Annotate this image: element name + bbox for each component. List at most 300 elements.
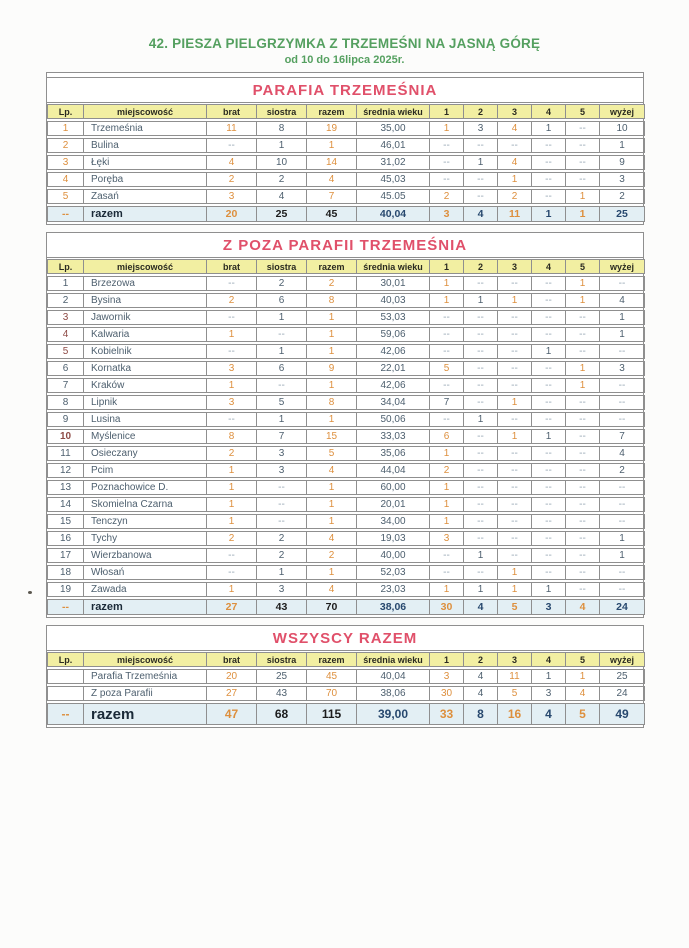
value-cell: -- <box>566 497 600 512</box>
column-header: 4 <box>532 259 566 274</box>
total-value-cell: 43 <box>257 599 307 615</box>
total-value-cell: 16 <box>498 703 532 725</box>
lp-cell: -- <box>47 599 84 615</box>
total-value-cell: 5 <box>498 599 532 615</box>
column-header: 5 <box>566 104 600 119</box>
value-cell: 2 <box>207 531 257 546</box>
value-cell: -- <box>566 138 600 153</box>
value-cell: 35,00 <box>357 121 430 136</box>
lp-cell: 13 <box>47 480 84 495</box>
value-cell: 3 <box>207 361 257 376</box>
value-cell: 4 <box>307 463 357 478</box>
column-header: razem <box>307 104 357 119</box>
value-cell: 3 <box>464 121 498 136</box>
column-header: 4 <box>532 652 566 667</box>
value-cell: 1 <box>600 548 645 563</box>
lp-cell: 11 <box>47 446 84 461</box>
value-cell: 53,03 <box>357 310 430 325</box>
value-cell: -- <box>532 463 566 478</box>
value-cell: -- <box>464 514 498 529</box>
miejscowosc-cell: Tenczyn <box>84 514 207 529</box>
value-cell: -- <box>464 138 498 153</box>
column-header: 2 <box>464 259 498 274</box>
value-cell: 1 <box>498 429 532 444</box>
table-row <box>47 189 645 204</box>
total-value-cell: 11 <box>498 206 532 222</box>
value-cell: -- <box>498 446 532 461</box>
value-cell: 19,03 <box>357 531 430 546</box>
table-row <box>47 582 645 597</box>
miejscowosc-cell: Bysina <box>84 293 207 308</box>
value-cell: -- <box>464 378 498 393</box>
value-cell: -- <box>600 344 645 359</box>
table-row <box>47 310 645 325</box>
header-row <box>47 652 645 667</box>
column-header: 5 <box>566 259 600 274</box>
value-cell: 3 <box>430 669 464 684</box>
miejscowosc-cell: Lipnik <box>84 395 207 410</box>
value-cell: 1 <box>532 582 566 597</box>
table-row <box>47 497 645 512</box>
miejscowosc-cell: Trzemeśnia <box>84 121 207 136</box>
total-value-cell: 45 <box>307 206 357 222</box>
value-cell: -- <box>498 361 532 376</box>
data-table <box>47 102 645 224</box>
lp-cell: 2 <box>47 138 84 153</box>
value-cell: -- <box>430 412 464 427</box>
header-row <box>47 259 645 274</box>
lp-cell: 8 <box>47 395 84 410</box>
value-cell: 34,04 <box>357 395 430 410</box>
value-cell: 70 <box>307 686 357 701</box>
value-cell: -- <box>532 531 566 546</box>
value-cell: 1 <box>430 582 464 597</box>
section-title: Z POZA PARAFII TRZEMEŚNIA <box>47 233 643 258</box>
value-cell: 1 <box>207 480 257 495</box>
section-parafia-trzemesnia <box>46 72 644 225</box>
total-value-cell: 4 <box>464 599 498 615</box>
value-cell: 6 <box>257 293 307 308</box>
lp-cell: 15 <box>47 514 84 529</box>
section-title: PARAFIA TRZEMEŚNIA <box>47 78 643 103</box>
value-cell: -- <box>207 276 257 291</box>
table-row <box>47 669 645 684</box>
value-cell: 1 <box>430 514 464 529</box>
value-cell: 4 <box>498 121 532 136</box>
value-cell: 1 <box>307 412 357 427</box>
value-cell: 1 <box>307 138 357 153</box>
value-cell: 1 <box>207 378 257 393</box>
value-cell: 1 <box>257 310 307 325</box>
table-row <box>47 327 645 342</box>
value-cell: 1 <box>566 276 600 291</box>
value-cell: 45.05 <box>357 189 430 204</box>
value-cell: 1 <box>464 582 498 597</box>
value-cell: 4 <box>600 293 645 308</box>
column-header: 3 <box>498 652 532 667</box>
table-row <box>47 276 645 291</box>
value-cell: 2 <box>600 189 645 204</box>
value-cell: 10 <box>600 121 645 136</box>
value-cell: 19 <box>307 121 357 136</box>
value-cell: -- <box>464 310 498 325</box>
value-cell: -- <box>464 395 498 410</box>
value-cell: 1 <box>307 344 357 359</box>
value-cell: 4 <box>464 669 498 684</box>
miejscowosc-cell: Pcim <box>84 463 207 478</box>
value-cell: -- <box>257 497 307 512</box>
value-cell: -- <box>207 548 257 563</box>
value-cell: -- <box>532 361 566 376</box>
lp-cell: 5 <box>47 344 84 359</box>
value-cell: 1 <box>307 310 357 325</box>
value-cell: -- <box>532 480 566 495</box>
value-cell: -- <box>566 582 600 597</box>
total-value-cell: 40,04 <box>357 206 430 222</box>
value-cell: -- <box>566 327 600 342</box>
section-z-poza-parafii <box>46 232 644 618</box>
value-cell: 1 <box>498 565 532 580</box>
miejscowosc-cell: Kornatka <box>84 361 207 376</box>
miejscowosc-cell: Brzezowa <box>84 276 207 291</box>
value-cell: -- <box>566 514 600 529</box>
value-cell: -- <box>566 480 600 495</box>
value-cell: 1 <box>566 378 600 393</box>
value-cell: 1 <box>430 293 464 308</box>
column-header: miejscowość <box>84 259 207 274</box>
column-header: siostra <box>257 652 307 667</box>
column-header: średnia wieku <box>357 259 430 274</box>
value-cell: -- <box>464 480 498 495</box>
value-cell: 1 <box>207 327 257 342</box>
table-row <box>47 412 645 427</box>
value-cell: -- <box>498 514 532 529</box>
value-cell: -- <box>464 429 498 444</box>
value-cell: -- <box>532 155 566 170</box>
value-cell: 3 <box>430 531 464 546</box>
value-cell: 42,06 <box>357 344 430 359</box>
value-cell: 1 <box>430 121 464 136</box>
total-value-cell: 70 <box>307 599 357 615</box>
value-cell: 3 <box>257 582 307 597</box>
value-cell: 8 <box>307 293 357 308</box>
column-header: 4 <box>532 104 566 119</box>
lp-cell: -- <box>47 206 84 222</box>
header-row <box>47 104 645 119</box>
value-cell: -- <box>430 565 464 580</box>
total-value-cell: 30 <box>430 599 464 615</box>
value-cell: -- <box>207 412 257 427</box>
value-cell: 1 <box>207 582 257 597</box>
column-header: brat <box>207 104 257 119</box>
value-cell: 2 <box>498 189 532 204</box>
value-cell: -- <box>532 172 566 187</box>
value-cell: 7 <box>430 395 464 410</box>
value-cell: 1 <box>498 395 532 410</box>
value-cell: -- <box>257 514 307 529</box>
miejscowosc-cell: Włosań <box>84 565 207 580</box>
value-cell: 2 <box>207 172 257 187</box>
miejscowosc-cell: Kobielnik <box>84 344 207 359</box>
table-row <box>47 429 645 444</box>
column-header: 2 <box>464 652 498 667</box>
column-header: brat <box>207 259 257 274</box>
lp-cell: 2 <box>47 293 84 308</box>
value-cell: -- <box>430 155 464 170</box>
lp-cell: 4 <box>47 327 84 342</box>
value-cell: 1 <box>532 121 566 136</box>
table-row <box>47 480 645 495</box>
value-cell: 23,03 <box>357 582 430 597</box>
column-header: średnia wieku <box>357 652 430 667</box>
value-cell: -- <box>498 327 532 342</box>
value-cell: 2 <box>430 463 464 478</box>
value-cell: -- <box>464 189 498 204</box>
value-cell: -- <box>430 138 464 153</box>
value-cell: -- <box>566 565 600 580</box>
table-row <box>47 172 645 187</box>
value-cell: 45 <box>307 669 357 684</box>
value-cell: 2 <box>307 548 357 563</box>
value-cell: -- <box>566 121 600 136</box>
column-header: średnia wieku <box>357 104 430 119</box>
value-cell: 11 <box>207 121 257 136</box>
data-table <box>47 650 645 727</box>
value-cell: -- <box>207 565 257 580</box>
value-cell: 4 <box>307 172 357 187</box>
value-cell: -- <box>566 412 600 427</box>
miejscowosc-cell: Parafia Trzemeśnia <box>84 669 207 684</box>
value-cell: 1 <box>498 293 532 308</box>
value-cell: 1 <box>307 565 357 580</box>
value-cell: -- <box>430 378 464 393</box>
lp-cell <box>47 686 84 701</box>
value-cell: 1 <box>566 189 600 204</box>
total-value-cell: 4 <box>566 599 600 615</box>
total-value-cell: 47 <box>207 703 257 725</box>
value-cell: 4 <box>207 155 257 170</box>
value-cell: 24 <box>600 686 645 701</box>
total-value-cell: 33 <box>430 703 464 725</box>
miejscowosc-cell: Poręba <box>84 172 207 187</box>
column-header: siostra <box>257 104 307 119</box>
value-cell: 1 <box>498 172 532 187</box>
value-cell: -- <box>464 344 498 359</box>
value-cell: -- <box>600 276 645 291</box>
value-cell: -- <box>464 565 498 580</box>
total-value-cell: 20 <box>207 206 257 222</box>
miejscowosc-cell: Skomielna Czarna <box>84 497 207 512</box>
section-title: WSZYSCY RAZEM <box>47 626 643 651</box>
value-cell: -- <box>464 361 498 376</box>
value-cell: 6 <box>257 361 307 376</box>
value-cell: -- <box>532 548 566 563</box>
column-header: miejscowość <box>84 104 207 119</box>
value-cell: -- <box>464 497 498 512</box>
value-cell: 1 <box>207 463 257 478</box>
value-cell: 3 <box>600 172 645 187</box>
lp-cell: 17 <box>47 548 84 563</box>
value-cell: -- <box>600 514 645 529</box>
value-cell: 1 <box>498 582 532 597</box>
lp-cell: 7 <box>47 378 84 393</box>
tables-area <box>46 72 644 735</box>
value-cell: 52,03 <box>357 565 430 580</box>
value-cell: 44,04 <box>357 463 430 478</box>
column-header: Lp. <box>47 104 84 119</box>
value-cell: 9 <box>307 361 357 376</box>
total-value-cell: 24 <box>600 599 645 615</box>
total-value-cell: 4 <box>464 206 498 222</box>
value-cell: -- <box>566 531 600 546</box>
value-cell: 2 <box>257 548 307 563</box>
lp-cell: -- <box>47 703 84 725</box>
value-cell: -- <box>532 327 566 342</box>
value-cell: 33,03 <box>357 429 430 444</box>
value-cell: 31,02 <box>357 155 430 170</box>
lp-cell: 18 <box>47 565 84 580</box>
value-cell: 22,01 <box>357 361 430 376</box>
total-value-cell: 25 <box>257 206 307 222</box>
total-value-cell: 39,00 <box>357 703 430 725</box>
lp-cell: 5 <box>47 189 84 204</box>
value-cell: 5 <box>307 446 357 461</box>
value-cell: -- <box>498 531 532 546</box>
column-header: Lp. <box>47 652 84 667</box>
value-cell: 2 <box>257 531 307 546</box>
value-cell: -- <box>532 497 566 512</box>
value-cell: -- <box>566 344 600 359</box>
lp-cell: 16 <box>47 531 84 546</box>
total-value-cell: 25 <box>600 206 645 222</box>
value-cell: 3 <box>257 463 307 478</box>
total-value-cell: 38,06 <box>357 599 430 615</box>
miejscowosc-cell: Jawornik <box>84 310 207 325</box>
lp-cell: 19 <box>47 582 84 597</box>
value-cell: 1 <box>257 565 307 580</box>
value-cell: -- <box>498 310 532 325</box>
column-header: Lp. <box>47 259 84 274</box>
column-header: 3 <box>498 104 532 119</box>
value-cell: 8 <box>207 429 257 444</box>
razem-label: razem <box>84 599 207 615</box>
value-cell: 7 <box>257 429 307 444</box>
value-cell: 4 <box>566 686 600 701</box>
value-cell: 46,01 <box>357 138 430 153</box>
razem-label: razem <box>84 703 207 725</box>
lp-cell: 10 <box>47 429 84 444</box>
total-value-cell: 68 <box>257 703 307 725</box>
value-cell: -- <box>566 463 600 478</box>
data-table <box>47 257 645 617</box>
value-cell: 25 <box>600 669 645 684</box>
total-value-cell: 3 <box>532 599 566 615</box>
value-cell: -- <box>464 172 498 187</box>
total-row <box>47 599 645 615</box>
table-row <box>47 531 645 546</box>
column-header: miejscowość <box>84 652 207 667</box>
value-cell: 42,06 <box>357 378 430 393</box>
value-cell: 15 <box>307 429 357 444</box>
value-cell: 40,03 <box>357 293 430 308</box>
value-cell: 14 <box>307 155 357 170</box>
value-cell: 1 <box>307 327 357 342</box>
value-cell: 2 <box>600 463 645 478</box>
value-cell: -- <box>498 480 532 495</box>
value-cell: -- <box>600 497 645 512</box>
value-cell: 30 <box>430 686 464 701</box>
value-cell: 1 <box>207 514 257 529</box>
miejscowosc-cell: Kraków <box>84 378 207 393</box>
value-cell: -- <box>566 429 600 444</box>
value-cell: 1 <box>600 138 645 153</box>
value-cell: 3 <box>257 446 307 461</box>
value-cell: -- <box>600 395 645 410</box>
value-cell: -- <box>532 138 566 153</box>
value-cell: -- <box>498 378 532 393</box>
value-cell: 4 <box>307 531 357 546</box>
value-cell: -- <box>566 446 600 461</box>
table-row <box>47 446 645 461</box>
value-cell: -- <box>498 344 532 359</box>
lp-cell: 6 <box>47 361 84 376</box>
value-cell: 1 <box>566 361 600 376</box>
value-cell: 2 <box>307 276 357 291</box>
value-cell: 1 <box>430 276 464 291</box>
value-cell: 1 <box>430 497 464 512</box>
total-value-cell: 1 <box>566 206 600 222</box>
total-value-cell: 1 <box>532 206 566 222</box>
miejscowosc-cell: Zawada <box>84 582 207 597</box>
value-cell: -- <box>532 378 566 393</box>
total-value-cell: 3 <box>430 206 464 222</box>
razem-label: razem <box>84 206 207 222</box>
value-cell: 9 <box>600 155 645 170</box>
value-cell: -- <box>498 412 532 427</box>
lp-cell: 12 <box>47 463 84 478</box>
value-cell: 1 <box>430 480 464 495</box>
value-cell: 3 <box>600 361 645 376</box>
value-cell: 1 <box>464 548 498 563</box>
value-cell: -- <box>257 327 307 342</box>
value-cell: 50,06 <box>357 412 430 427</box>
value-cell: -- <box>532 412 566 427</box>
value-cell: 34,00 <box>357 514 430 529</box>
value-cell: 3 <box>207 395 257 410</box>
value-cell: 1 <box>464 155 498 170</box>
value-cell: -- <box>600 480 645 495</box>
value-cell: 4 <box>464 686 498 701</box>
column-header: 2 <box>464 104 498 119</box>
total-row <box>47 703 645 725</box>
value-cell: -- <box>498 463 532 478</box>
miejscowosc-cell: Zasań <box>84 189 207 204</box>
value-cell: 1 <box>430 446 464 461</box>
value-cell: 1 <box>307 378 357 393</box>
page-subtitle: od 10 do 16lipca 2025r. <box>284 54 405 66</box>
scan-speck <box>28 591 32 594</box>
value-cell: -- <box>257 480 307 495</box>
value-cell: 8 <box>257 121 307 136</box>
value-cell: 1 <box>464 412 498 427</box>
value-cell: 2 <box>257 276 307 291</box>
value-cell: 40,00 <box>357 548 430 563</box>
value-cell: 1 <box>307 514 357 529</box>
value-cell: 43 <box>257 686 307 701</box>
value-cell: 2 <box>257 172 307 187</box>
miejscowosc-cell: Bulina <box>84 138 207 153</box>
value-cell: -- <box>430 172 464 187</box>
